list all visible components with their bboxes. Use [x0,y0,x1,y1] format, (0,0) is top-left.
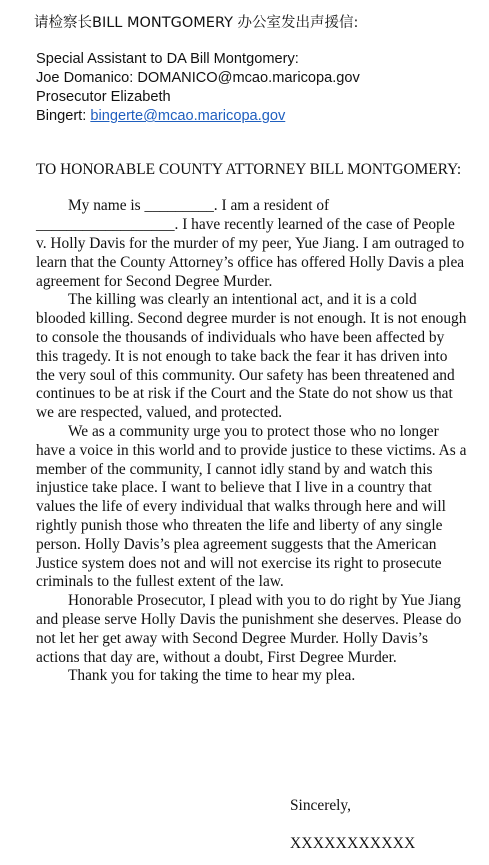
paragraph-introduction: My name is _________. I am a resident of __________________. I have recently learned of the case of People v. Holly Davis for the murder of my peer, Yue Jiang. I am outraged to learn that the County Attorney’s office has offered Holly Davis a plea agreement for Second Degree Murder. [36,197,465,290]
bingert-label: Bingert: [36,108,91,124]
page-heading: 请检察长BILL MONTGOMERY 办公室发出声援信: [34,15,359,31]
bingert-email-link[interactable]: bingerte@mcao.maricopa.gov [90,108,286,124]
letter-closing: Sincerely, [290,797,351,814]
letter-body [36,197,468,686]
paragraph-plea-request: Honorable Prosecutor, I plead with you to do right by Yue Jiang and please serve Holly Davis the punishment she deserves. Please do not let her get away with Second Degree Murder. Holly Davis’s actions that day are, without a doubt, First Degree Murder. [36,592,462,666]
contact-line-assistant: Special Assistant to DA Bill Montgomery: [36,51,299,67]
contact-line-bingert [36,107,469,126]
contact-line-domanico: Joe Domanico: DOMANICO@mcao.maricopa.gov [36,70,360,86]
letter-salutation: TO HONORABLE COUNTY ATTORNEY BILL MONTGOMERY: [36,161,462,178]
contact-line-prosecutor: Prosecutor Elizabeth [36,89,171,105]
contact-block [36,50,469,126]
letter-signature: XXXXXXXXXXX [290,835,416,852]
paragraph-killing: The killing was clearly an intentional act, and it is a cold blooded killing. Second degree murder is not enough. It is not enough to console the thousands of individuals who have been affected by this tragedy. It is not enough to take back the fear it has driven into the very soul of this community. Our safety has been threatened and continues to be at risk if the Court and the State do not show us that we are respected, valued, and protected. [36,291,467,422]
paragraph-community: We as a community urge you to protect those who no longer have a voice in this world and to provide justice to these victims. As a member of the community, I cannot idly stand by and watch this injustice take place. I want to believe that I live in a country that values the life of every individual that walks through here and will rightly punish those who threaten the life and liberty of any single person. Holly Davis’s plea agreement suggests that the American Justice system does not and will not exercise its right to prosecute criminals to the fullest extent of the law. [36,422,467,591]
paragraph-thanks: Thank you for taking the time to hear my plea. [68,667,356,685]
